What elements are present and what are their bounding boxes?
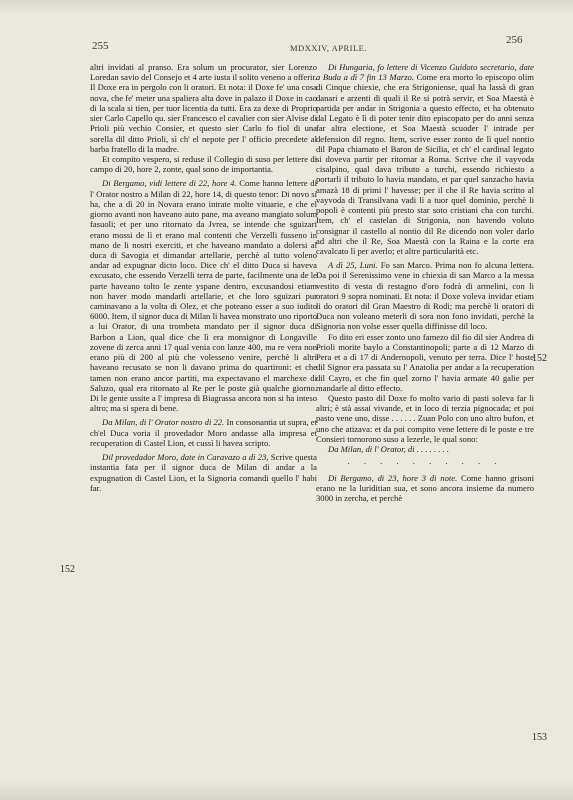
margin-number-right-152: 152 [532, 353, 547, 364]
left-paragraph-4 [90, 417, 317, 448]
right-heading-2: A dì 25, Luni. [328, 260, 378, 271]
margin-number-left-152: 152 [60, 564, 75, 575]
running-title: MDXXIV, APRILE. [290, 43, 368, 53]
left-heading-3: Di Bergamo, vidi lettere di 22, hore 4. [102, 178, 237, 189]
left-paragraph-1: altri invidati al pranso. Era solum un procurator, sier Lorenzo Loredan savio del Consejo et 4 arte iusta il solito veneno a offerir. Il Doxe era in pergolo con li oratori. Et nota: il Doxe fe' una cosa nova, che fe' meter una spaliera alta dove in palazo il Doxe in cao di la scala si tien, per tuor licentia da tutti. Era za dexe di Proprio sier Carlo Capello qu. sier Francesco el cavalier con sier Alvise di Prioli più vechio Consier, et questo sier Carlo fo fiol di una sorella dil ditto Prioli, sì ch' el nepote per l' officio precedete al barba fratello di la madre. [90, 62, 317, 154]
left-text-4: In consonantia ut supra, et ch'el Duca voria il provedador Moro andasse alla impresa et recuperation di Castel Lion, et cussì li havea scripto. [90, 417, 318, 448]
right-paragraph-6 [316, 473, 534, 504]
ellipsis-line: . . . . . . . . . . [347, 456, 503, 467]
left-heading-4: Da Milan, di l' Orator nostro di 22. [102, 417, 225, 428]
right-heading-5: Da Milan, di l' Orator, di . . . . . . . . [328, 444, 449, 455]
right-column [316, 62, 534, 503]
page-number-left: 255 [92, 40, 109, 52]
right-text-2: Fo san Marco. Prima non fo alcuna lettera. Da poi il Serenissimo vene in chiexia di san Marco a la messa vestito di vesta di restagno d'oro fodrà di armelini, con li oratori 9 sopra nominati. Et nota: il Doxe voleva invidar etiam li do oratori dil Gran Maestro di Rodi; ma perchè li oratori di Duca non voleano meterli di sora non fono invidati, perchè la Signoria non volse esser quella diffinisse dil loco. [316, 260, 534, 332]
right-paragraph-2 [316, 260, 534, 332]
left-text-3: Come hanno lettere di l' Orator nostro a Milan di 22, hore 14, di questo tenor: Di novo si ha, che a dì 20 in Novara erano intrate molte vituarie, e che el giorno avanti non haveano auto pane, ma aveano mangiato solum fasuoli; et per uno ritornato da Jvrea, se intende che sguizari erano mossi de lì et erano mal contenti che Verzelli fusseno in mano de li nostri exerciti, et che haveano mandato a dolersi al duca di Savogia et dimandar artellarie, perchè al tutto voleno andar ad expugnar dicto loco. Dice ch' el ditto Duca si haveva excusato, che essendo Verzelli terra de parte, facilmente una de le parte haveano tolto le zente yspane dentro, excusandosi etiam non haver modo mandarli artellarie, et che loro sguizari pur caminavano a la volta di Olez, et che poteano esser a suo iudito 6000. Item, il signor duca di Milan li havea monstrato uno riporto a lui Orator, di una trombeta mandato per il signor duca di Barbon a Lion, qual dice che lì era monsignor di Longaville zovene di zerca anni 17 qual venia con lanze 400, ma re vera non erano più di 200 al più che volesseno venire, perchè li altri haveano recusato se non li davano prima do quartironi: et che tamen non erano ancor partiti, ma expectavano el marchexe di Saluzo, qual era ritornato al Re per le poste già qualche giorno. Di le gente ussite a l' impresa di Biagrassa ancora non si ha inteso altro; ma si spera di bene. [90, 178, 317, 414]
page-number-right: 256 [506, 34, 523, 46]
margin-number-right-153: 153 [532, 732, 547, 743]
right-paragraph-1 [316, 62, 534, 256]
right-paragraph-3: Fo dito eri esser zonto uno famezo dil fio dil sier Andrea di Prioli morite baylo a Constantinopoli; parte a dì 12 Marzo di Pera et a dì 17 di Andernopoli, venuto per terra. Dice l' hoste dil Signor era passata su l' Anatolia per andar a la recuperation dil Cayro, et che fin quel zorno l' havia armate 40 galie per mandarle al ditto effecto. [316, 331, 534, 393]
left-heading-5: Dil provedador Moro, date in Caravazo a dì 23, [102, 452, 269, 463]
scan-bottom-edge [0, 780, 573, 800]
left-paragraph-3 [90, 178, 317, 413]
right-text-6: Come hanno grisoni erano ne la luriditian sua, et sono ancora insieme da numero 3000 in zercha, et perchè [316, 472, 534, 503]
right-text-1: Come era morto lo episcopo olim di Cinque chiexie, che era Strigoniense, qual ha lassà di gran danari e arzenti di quali il Re si potrà servir, et Soa Maestà è partida per andar in Strigonia a questo effecto, et ha obtenuto dal Legato è lì di poter tenir dito episcopato per do anni senza far altra electione, et Soa Maestà scuoder l' intrade per defension dil regno. Item, scrive esser zonto de lì quel nontio dil Papa chiamato el Baron de Sicilia, et ch' el cardinal legato si doveva partir per ritornar a Roma. Scrive che il vayvoda cisalpino, qual dava tributo a turchi, essendo richiesto a portarli il tributo lo havia mandato, et par quel sanzacho havia amazà 18 di primi l' havesse; per il che il Re havia scritto al vayvoda di Transilvana vadi lì a tuor quel dominio, perchè li popoli è contenti più presto star soto cristiani cha con turchi. Item, ch' el castelan di Strigonia, non havendo voluto consignar il castello al nontio dil Re dicendo non voler darlo ad altri che il Re, Soa Maestà con la Raina e la corte era cavalcato lì per averlo; et altre particularità etc. [316, 72, 534, 256]
left-column [90, 62, 317, 493]
left-paragraph-5 [90, 452, 317, 493]
right-heading-6: Di Bergamo, di 23, hore 3 di note. [328, 472, 458, 483]
scan-edge [0, 0, 573, 14]
page-header [0, 34, 573, 60]
left-text-5: Scrive questa instantia fata per il signor duca de Milan di andar a la expugnation di Castel Lion, et la Signoria comandi quello l' habi far. [90, 452, 317, 493]
right-paragraph-4: Questo pasto dil Doxe fo molto vario di pasti soleva far li altri; è stà assai vivande, et in loco di terzia pignocada; et poi pasto vene uno, disse . . . . . . Zuan Polo con uno altro bufon, et uno che atizava: et da poi compito vene lettere di le poste e tre Consieri tornorono suso a lezerle, le qual sono: [316, 393, 534, 444]
right-heading-1: Di Hungaria, fo lettere di Vicenzo Guidoto secretario, date a Buda a dì 7 fin 13 Marzo. [316, 62, 534, 83]
left-paragraph-2: Et compito vespero, si reduse il Collegio di suso per lettere di campo di 20, hore 2, zonte, qual sono de importantia. [90, 153, 317, 175]
